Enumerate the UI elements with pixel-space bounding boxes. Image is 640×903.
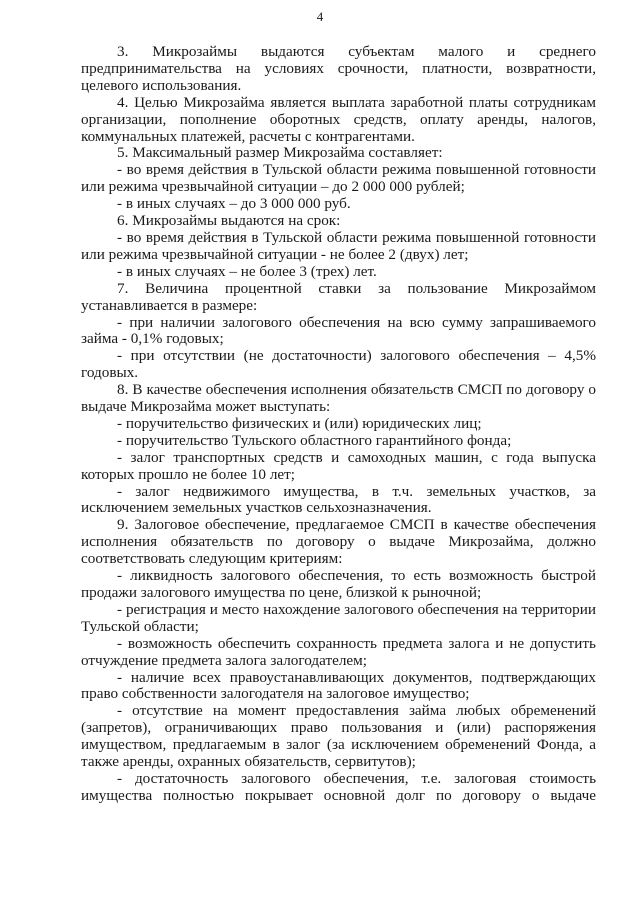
paragraph-5: 5. Максимальный размер Микрозайма составляет: xyxy=(117,144,443,162)
list-item: - при наличии залогового обеспечения на всю сумму запрашиваемого займа - 0,1% годовых; xyxy=(81,313,596,348)
list-item: - залог транспортных средств и самоходных машин, с года выпуска которых прошло не более 10 лет; xyxy=(81,448,596,483)
paragraph-8: 8. В качестве обеспечения исполнения обязательств СМСП по договору о выдаче Микрозайма может выступать: xyxy=(81,381,596,416)
list-item: - во время действия в Тульской области режима повышенной готовности или режима чрезвычайной ситуации – до 2 000 000 рублей; xyxy=(81,161,596,196)
list-item: - наличие всех правоустанавливающих документов, подтверждающих право собственности залогодателя на залоговое имущество; xyxy=(81,668,596,703)
list-item: - залог недвижимого имущества, в т.ч. земельных участков, за исключением земельных участков сельхозназначения. xyxy=(81,482,596,517)
list-item: - поручительство физических и (или) юридических лиц; xyxy=(117,414,482,432)
list-item: - ликвидность залогового обеспечения, то есть возможность быстрой продажи залогового имущества по цене, близкой к рыночной; xyxy=(81,567,596,601)
paragraph-4: 4. Целью Микрозайма является выплата заработной платы сотрудникам организации, пополнение оборотных средств, оплату аренды, налогов, коммунальных платежей, расчеты с контрагентами. xyxy=(81,93,596,145)
list-item: - при отсутствии (не достаточности) залогового обеспечения – 4,5% годовых. xyxy=(81,347,596,382)
list-item: - в иных случаях – не более 3 (трех) лет. xyxy=(117,262,377,280)
paragraph-7: 7. Величина процентной ставки за пользование Микрозаймом устанавливается в размере: xyxy=(81,279,596,314)
page-number: 4 xyxy=(316,9,324,24)
list-item: - возможность обеспечить сохранность предмета залога и не допустить отчуждение предмета залога залогодателем; xyxy=(81,634,596,669)
list-item: - во время действия в Тульской области режима повышенной готовности или режима чрезвычайной ситуации - не более 2 (двух) лет; xyxy=(81,228,596,263)
list-item: - регистрация и место нахождение залогового обеспечения на территории Тульской области; xyxy=(81,600,596,635)
list-item: - в иных случаях – до 3 000 000 руб. xyxy=(117,195,351,213)
list-item: - поручительство Тульского областного гарантийного фонда; xyxy=(117,431,512,449)
paragraph-6: 6. Микрозаймы выдаются на срок: xyxy=(117,212,341,230)
document-body xyxy=(81,44,596,805)
list-item: - достаточность залогового обеспечения, т.е. залоговая стоимость имущества полностью покрывает основной долг по договору о выдаче xyxy=(81,769,596,804)
list-item: - отсутствие на момент предоставления займа любых обременений (запретов), ограничивающих право пользования и (или) распоряжения имуществом, предлагаемым в залог (за исключением обременений Фонда, а также аренды, охранных обязательств, сервитутов); xyxy=(81,702,596,771)
paragraph-9: 9. Залоговое обеспечение, предлагаемое СМСП в качестве обеспечения исполнения обязательств по договору о выдаче Микрозайма, должно соответствовать следующим критериям: xyxy=(81,516,596,568)
paragraph-3: 3. Микрозаймы выдаются субъектам малого и среднего предпринимательства на условиях срочности, платности, возвратности, целевого использования. xyxy=(81,43,596,94)
